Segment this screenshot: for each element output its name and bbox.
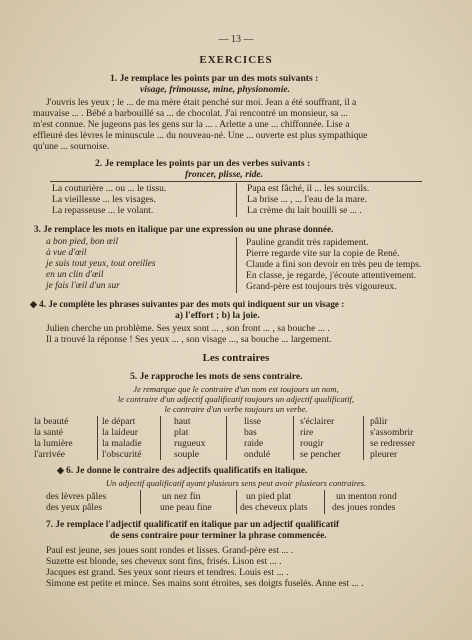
ex3-divider bbox=[236, 237, 237, 293]
ex7-line: Simone est petite et mince. Ses mains sont étroites, ses doigts fuselés. Anne est ... . bbox=[46, 578, 364, 589]
ex6-item: une peau fine bbox=[160, 502, 212, 513]
ex5-word: le départ bbox=[102, 416, 136, 427]
ex6-divider bbox=[324, 490, 325, 514]
ex5-col-divider bbox=[97, 416, 98, 460]
ex5-word: la beauté bbox=[34, 416, 69, 427]
ex3-left-line: en un clin d'œil bbox=[46, 270, 104, 280]
ex5-col-divider bbox=[293, 416, 294, 460]
ex4-line: Il a trouvé la réponse ! Ses yeux ... , son visage ..., sa bouche ... largement. bbox=[46, 334, 332, 345]
ex5-word: rire bbox=[300, 427, 314, 438]
ex5-word: la lumière bbox=[34, 438, 73, 449]
ex4-sub: a) l'effort ; b) la joie. bbox=[175, 310, 260, 321]
ex4-line: Julien cherche un problème. Ses yeux sont ... , son front ... , sa bouche ... . bbox=[46, 323, 330, 334]
ex5-note: Je remarque que le contraire d'un nom est toujours un nom, bbox=[133, 384, 339, 394]
ex1-heading: 1. Je remplace les points par un des mots suivants : bbox=[110, 73, 319, 84]
ex6-item: des lèvres pâles bbox=[46, 491, 107, 502]
ex6-item: des yeux pâles bbox=[46, 502, 102, 513]
ex5-word: se redresser bbox=[370, 438, 416, 449]
ex5-col-divider bbox=[226, 416, 227, 460]
ex3-right-line: Claude a fini son devoir en très peu de temps. bbox=[246, 259, 422, 270]
ex5-word: lisse bbox=[244, 416, 262, 427]
ex6-item: des cheveux plats bbox=[240, 502, 308, 513]
ex4-heading: ◆ 4. Je complète les phrases suivantes par des mots qui indiquent sur un visage : bbox=[30, 299, 345, 309]
ex7-line: Suzette est blonde, ses cheveux sont fins, frisés. Lison est ... . bbox=[46, 556, 282, 567]
ex5-word: la maladie bbox=[102, 438, 142, 449]
ex5-word: ondulé bbox=[244, 449, 271, 460]
ex6-item: un pied plat bbox=[246, 491, 292, 502]
ex6-divider bbox=[236, 490, 237, 514]
ex6-divider bbox=[140, 490, 141, 514]
ex1-line: qu'une ... sournoise. bbox=[33, 141, 110, 152]
page-title: EXERCICES bbox=[199, 54, 273, 66]
ex6-item: des joues rondes bbox=[332, 502, 396, 513]
ex5-word: souple bbox=[174, 449, 200, 460]
ex5-word: pleurer bbox=[370, 449, 398, 460]
ex2-left-line: La repasseuse ... le volant. bbox=[52, 205, 154, 216]
ex7-line: Paul est jeune, ses joues sont rondes et lisses. Grand-père est ... . bbox=[46, 545, 294, 556]
ex2-right-line: Papa est fâché, il ... les sourcils. bbox=[247, 183, 370, 194]
section-heading: Les contraires bbox=[202, 352, 270, 364]
ex5-word: l'arrivée bbox=[34, 449, 66, 460]
ex2-top-rule bbox=[50, 181, 422, 182]
ex3-left-line: je fais l'œil d'un sur bbox=[46, 281, 120, 291]
ex6-note: Un adjectif qualificatif ayant plusieurs sens peut avoir plusieurs contraires. bbox=[105, 478, 367, 488]
ex7-heading: 7. Je remplace l'adjectif qualificatif en italique par un adjectif qualificatif bbox=[46, 520, 340, 530]
ex2-divider bbox=[236, 183, 237, 217]
ex7-line: Jacques est grand. Ses yeux sont rieurs et tendres. Louis est ... . bbox=[46, 567, 289, 578]
ex3-left-line: a bon pied, bon œil bbox=[46, 237, 119, 247]
ex2-left-line: La couturière ... ou ... le tissu. bbox=[52, 183, 167, 194]
ex3-right-line: Pauline grandit très rapidement. bbox=[246, 237, 369, 248]
ex5-heading: 5. Je rapproche les mots de sens contraire. bbox=[130, 371, 303, 382]
ex3-left-line: à vue d'œil bbox=[46, 248, 87, 258]
ex5-word: se pencher bbox=[300, 449, 341, 460]
ex6-item: un menton rond bbox=[336, 491, 397, 502]
ex2-left-line: La vieillesse ... les visages. bbox=[52, 194, 156, 205]
ex1-words: visage, frimousse, mine, physionomie. bbox=[140, 84, 291, 95]
ex5-note: le contraire d'un verbe toujours un verbe. bbox=[164, 404, 308, 414]
diamond-bullet-icon: ◆ bbox=[57, 465, 67, 475]
diamond-bullet-icon: ◆ bbox=[30, 299, 40, 309]
ex5-word: plat bbox=[174, 427, 189, 438]
ex5-word: haut bbox=[174, 416, 191, 427]
ex1-line: m'est connue. Ne jugeons pas les gens sur la ... . Arlette a une ... chiffonnée. Lise a bbox=[33, 119, 350, 130]
ex5-word: rugueux bbox=[174, 438, 206, 449]
ex5-word: s'éclairer bbox=[300, 416, 335, 427]
ex2-heading: 2. Je remplace les points par un des verbes suivants : bbox=[95, 158, 311, 169]
ex5-col-divider bbox=[160, 416, 161, 460]
ex1-line: J'ouvris les yeux ; le ... de ma mère était penché sur moi. Jean a été souffrant, il a bbox=[46, 97, 357, 108]
ex3-right-line: Grand-père est toujours très vigoureux. bbox=[246, 281, 397, 292]
ex2-right-line: La crème du lait bouilli se ... . bbox=[247, 205, 362, 216]
ex5-col-divider bbox=[363, 416, 364, 460]
ex5-word: pâlir bbox=[370, 416, 388, 427]
ex5-word: la laideur bbox=[102, 427, 138, 438]
ex2-right-line: La brise ... , ... l'eau de la mare. bbox=[247, 194, 368, 205]
ex1-line: mauvaise ... . Bébé a barbouillé sa ... de chocolat. J'ai rencontré un monsieur, sa ... bbox=[33, 108, 348, 119]
ex3-heading: 3. Je remplace les mots en italique par une expression ou une phrase donnée. bbox=[34, 224, 334, 234]
ex1-line: effleuré des lèvres le minuscule ... du nouveau-né. Une ... ouverte est plus sympathique bbox=[33, 130, 368, 141]
ex6-item: un nez fin bbox=[162, 491, 201, 502]
ex5-word: rougir bbox=[300, 438, 324, 449]
ex3-right-line: Pierre regarde vite sur la copie de René. bbox=[246, 248, 400, 259]
page-number: — 13 — bbox=[218, 34, 254, 45]
ex5-word: l'obscurité bbox=[102, 449, 142, 460]
ex5-word: s'assombrir bbox=[370, 427, 414, 438]
ex7-heading: de sens contraire pour terminer la phrase commencée. bbox=[110, 531, 327, 541]
ex5-word: bas bbox=[244, 427, 257, 438]
ex2-words: froncer, plisse, ride. bbox=[185, 169, 264, 180]
ex6-heading: ◆ 6. Je donne le contraire des adjectifs qualificatifs en italique. bbox=[57, 465, 308, 476]
ex5-word: la santé bbox=[34, 427, 64, 438]
ex3-right-line: En classe, je regarde, j'écoute attentivement. bbox=[246, 270, 417, 281]
ex5-note: le contraire d'un adjectif qualificatif toujours un adjectif qualificatif, bbox=[117, 394, 355, 404]
ex5-word: raide bbox=[244, 438, 264, 449]
ex3-left-line: je suis tout yeux, tout oreilles bbox=[46, 259, 156, 269]
